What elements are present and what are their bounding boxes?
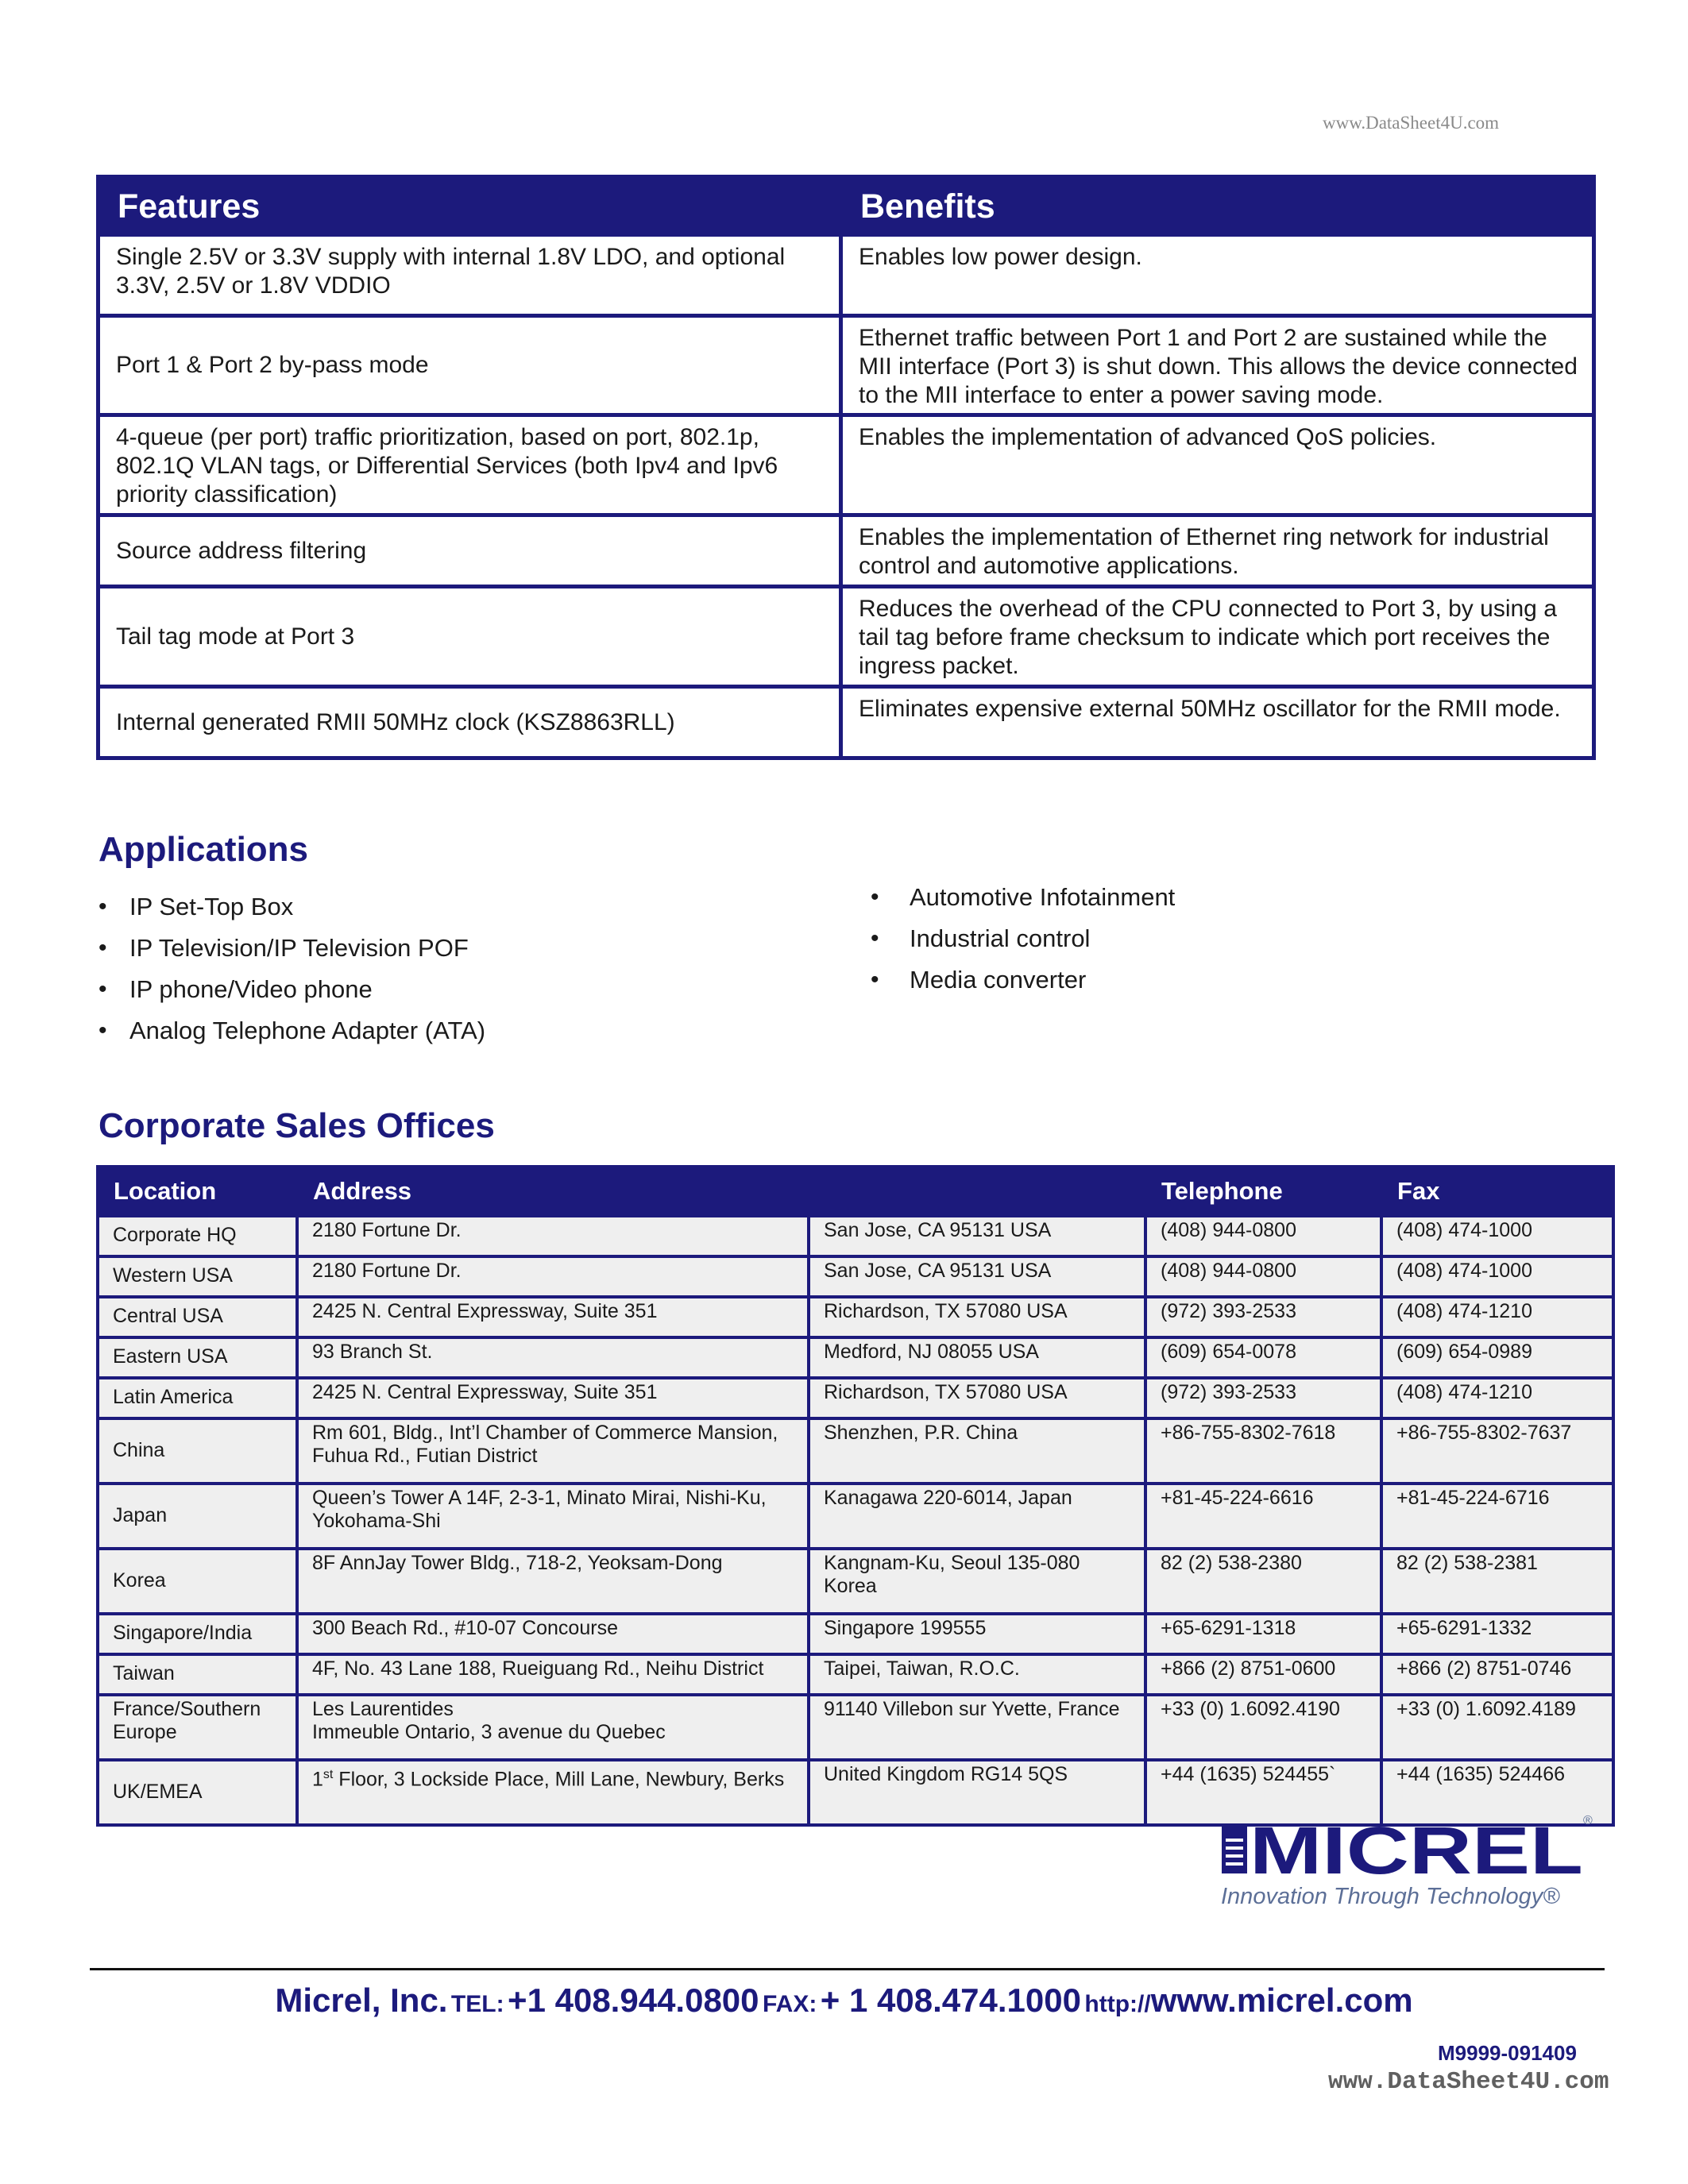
document-number: M9999-091409 bbox=[1438, 2041, 1577, 2065]
fax-cell: +866 (2) 8751-0746 bbox=[1381, 1654, 1613, 1695]
table-row bbox=[98, 1378, 1613, 1418]
city-cell: Richardson, TX 57080 USA bbox=[809, 1378, 1145, 1418]
feature-cell: Tail tag mode at Port 3 bbox=[98, 587, 841, 687]
location-cell: Korea bbox=[98, 1549, 297, 1614]
table-row bbox=[98, 235, 1594, 316]
offices-table bbox=[96, 1165, 1615, 1827]
fax-cell: +33 (0) 1.6092.4189 bbox=[1381, 1695, 1613, 1760]
telephone-cell: (972) 393-2533 bbox=[1145, 1378, 1381, 1418]
fax-cell: +44 (1635) 524466 bbox=[1381, 1760, 1613, 1825]
address-header: Address bbox=[297, 1167, 1145, 1216]
footer-url[interactable]: www.micrel.com bbox=[1150, 1981, 1413, 2019]
address-text: Floor, 3 Lockside Place, Mill Lane, Newbury, Berks bbox=[333, 1768, 785, 1791]
fax-cell: (408) 474-1000 bbox=[1381, 1216, 1613, 1256]
city-cell: Medford, NJ 08055 USA bbox=[809, 1337, 1145, 1378]
benefit-cell: Reduces the overhead of the CPU connected to Port 3, by using a tail tag before frame checksum to indicate which port receives the ingress packet. bbox=[841, 587, 1594, 687]
table-row bbox=[98, 1418, 1613, 1484]
address-line: Les Laurentides bbox=[312, 1698, 454, 1720]
footer-fax-value: + 1 408.474.1000 bbox=[820, 1981, 1081, 2019]
feature-cell: Source address filtering bbox=[98, 515, 841, 587]
watermark-bottom: www.DataSheet4U.com bbox=[1328, 2068, 1609, 2096]
table-row bbox=[98, 687, 1594, 758]
telephone-cell: 82 (2) 538-2380 bbox=[1145, 1549, 1381, 1614]
table-row bbox=[98, 316, 1594, 415]
applications-list-left bbox=[97, 886, 485, 1051]
fax-cell: (408) 474-1000 bbox=[1381, 1256, 1613, 1297]
telephone-cell: +86-755-8302-7618 bbox=[1145, 1418, 1381, 1484]
list-item: • IP Television/IP Television POF bbox=[97, 928, 485, 969]
logo-wordmark: MICREL bbox=[1250, 1813, 1583, 1888]
fax-cell: (609) 654-0989 bbox=[1381, 1337, 1613, 1378]
features-header: Features bbox=[98, 177, 841, 235]
city-cell: Kangnam-Ku, Seoul 135-080 Korea bbox=[809, 1549, 1145, 1614]
applications-list-right bbox=[869, 877, 1175, 1001]
features-table bbox=[96, 175, 1596, 760]
location-cell: Singapore/India bbox=[98, 1614, 297, 1654]
address-cell: 300 Beach Rd., #10-07 Concourse bbox=[297, 1614, 809, 1654]
footer-company: Micrel, Inc. bbox=[275, 1981, 448, 2019]
footer-fax-label: FAX bbox=[762, 1991, 809, 2017]
address-cell: 8F AnnJay Tower Bldg., 718-2, Yeoksam-Dong bbox=[297, 1549, 809, 1614]
footer-divider bbox=[90, 1968, 1605, 1970]
logo-registered-mark: ® bbox=[1583, 1814, 1593, 1827]
fax-cell: +81-45-224-6716 bbox=[1381, 1484, 1613, 1549]
table-row bbox=[98, 1484, 1613, 1549]
fax-cell: +65-6291-1332 bbox=[1381, 1614, 1613, 1654]
benefits-header: Benefits bbox=[841, 177, 1594, 235]
location-cell: China bbox=[98, 1418, 297, 1484]
applications-heading: Applications bbox=[98, 830, 309, 869]
telephone-cell: +33 (0) 1.6092.4190 bbox=[1145, 1695, 1381, 1760]
logo-tagline: Innovation Through Technology® bbox=[1221, 1884, 1560, 1909]
list-item: • Industrial control bbox=[869, 918, 1175, 959]
feature-cell: 4-queue (per port) traffic prioritization, based on port, 802.1p, 802.1Q VLAN tags, or Differential Services (both Ipv4 and Ipv6 priority classification) bbox=[98, 415, 841, 515]
fax-cell: (408) 474-1210 bbox=[1381, 1378, 1613, 1418]
address-cell: 93 Branch St. bbox=[297, 1337, 809, 1378]
telephone-header: Telephone bbox=[1145, 1167, 1381, 1216]
city-cell: Richardson, TX 57080 USA bbox=[809, 1297, 1145, 1337]
address-cell: 2425 N. Central Expressway, Suite 351 bbox=[297, 1297, 809, 1337]
fax-cell: +86-755-8302-7637 bbox=[1381, 1418, 1613, 1484]
table-row bbox=[98, 1337, 1613, 1378]
footer-tel-value: +1 408.944.0800 bbox=[508, 1981, 759, 2019]
telephone-cell: +44 (1635) 524455` bbox=[1145, 1760, 1381, 1825]
address-floor-number: 1 bbox=[312, 1768, 323, 1791]
table-row bbox=[98, 1297, 1613, 1337]
footer-url-prefix[interactable]: http:// bbox=[1084, 1991, 1151, 2017]
fax-header: Fax bbox=[1381, 1167, 1613, 1216]
benefit-cell: Enables low power design. bbox=[841, 235, 1594, 316]
benefit-cell: Ethernet traffic between Port 1 and Port 2 are sustained while the MII interface (Port 3) is shut down. This allows the device connected to the MII interface to enter a power saving mode. bbox=[841, 316, 1594, 415]
city-cell: 91140 Villebon sur Yvette, France bbox=[809, 1695, 1145, 1760]
watermark-top: www.DataSheet4U.com bbox=[1323, 113, 1500, 133]
telephone-cell: +65-6291-1318 bbox=[1145, 1614, 1381, 1654]
city-cell: San Jose, CA 95131 USA bbox=[809, 1216, 1145, 1256]
list-item: • Media converter bbox=[869, 959, 1175, 1001]
telephone-cell: (609) 654-0078 bbox=[1145, 1337, 1381, 1378]
location-cell: UK/EMEA bbox=[98, 1760, 297, 1825]
telephone-cell: +866 (2) 8751-0600 bbox=[1145, 1654, 1381, 1695]
location-cell: Latin America bbox=[98, 1378, 297, 1418]
offices-heading: Corporate Sales Offices bbox=[98, 1106, 495, 1145]
table-row bbox=[98, 1216, 1613, 1256]
table-row bbox=[98, 1654, 1613, 1695]
address-ordinal-suffix: st bbox=[323, 1768, 334, 1781]
city-cell: Taipei, Taiwan, R.O.C. bbox=[809, 1654, 1145, 1695]
table-row bbox=[98, 1549, 1613, 1614]
fax-cell: (408) 474-1210 bbox=[1381, 1297, 1613, 1337]
address-cell: 2180 Fortune Dr. bbox=[297, 1216, 809, 1256]
location-cell: Eastern USA bbox=[98, 1337, 297, 1378]
list-item: • IP phone/Video phone bbox=[97, 969, 485, 1010]
table-row bbox=[98, 587, 1594, 687]
telephone-cell: (408) 944-0800 bbox=[1145, 1216, 1381, 1256]
location-cell: Taiwan bbox=[98, 1654, 297, 1695]
benefit-cell: Enables the implementation of Ethernet ring network for industrial control and automotive applications. bbox=[841, 515, 1594, 587]
address-cell: 2425 N. Central Expressway, Suite 351 bbox=[297, 1378, 809, 1418]
footer-contact: Micrel, Inc. TEL: +1 408.944.0800 FAX: + 1 408.474.1000 http://www.micrel.com bbox=[275, 1981, 1413, 2019]
fax-cell: 82 (2) 538-2381 bbox=[1381, 1549, 1613, 1614]
address-cell: 2180 Fortune Dr. bbox=[297, 1256, 809, 1297]
address-cell bbox=[297, 1695, 809, 1760]
table-row bbox=[98, 515, 1594, 587]
address-cell: Queen’s Tower A 14F, 2-3-1, Minato Mirai, Nishi-Ku, Yokohama-Shi bbox=[297, 1484, 809, 1549]
city-cell: Shenzhen, P.R. China bbox=[809, 1418, 1145, 1484]
address-cell: Rm 601, Bldg., Int’l Chamber of Commerce Mansion, Fuhua Rd., Futian District bbox=[297, 1418, 809, 1484]
telephone-cell: +81-45-224-6616 bbox=[1145, 1484, 1381, 1549]
address-line: Immeuble Ontario, 3 avenue du Quebec bbox=[312, 1721, 666, 1743]
location-cell: Corporate HQ bbox=[98, 1216, 297, 1256]
footer-tel-label: TEL bbox=[450, 1991, 496, 2017]
location-header: Location bbox=[98, 1167, 297, 1216]
city-cell: United Kingdom RG14 5QS bbox=[809, 1760, 1145, 1825]
benefit-cell: Enables the implementation of advanced QoS policies. bbox=[841, 415, 1594, 515]
location-cell: Japan bbox=[98, 1484, 297, 1549]
table-row bbox=[98, 415, 1594, 515]
feature-cell: Single 2.5V or 3.3V supply with internal 1.8V LDO, and optional 3.3V, 2.5V or 1.8V VDDIO bbox=[98, 235, 841, 316]
telephone-cell: (972) 393-2533 bbox=[1145, 1297, 1381, 1337]
benefit-cell: Eliminates expensive external 50MHz oscillator for the RMII mode. bbox=[841, 687, 1594, 758]
city-cell: Singapore 199555 bbox=[809, 1614, 1145, 1654]
city-cell: San Jose, CA 95131 USA bbox=[809, 1256, 1145, 1297]
location-cell: Central USA bbox=[98, 1297, 297, 1337]
city-cell: Kanagawa 220-6014, Japan bbox=[809, 1484, 1145, 1549]
table-row bbox=[98, 1695, 1613, 1760]
table-row bbox=[98, 1614, 1613, 1654]
telephone-cell: (408) 944-0800 bbox=[1145, 1256, 1381, 1297]
feature-cell: Internal generated RMII 50MHz clock (KSZ8863RLL) bbox=[98, 687, 841, 758]
list-item: • IP Set-Top Box bbox=[97, 886, 485, 928]
list-item: • Analog Telephone Adapter (ATA) bbox=[97, 1010, 485, 1051]
table-row bbox=[98, 1256, 1613, 1297]
list-item: • Automotive Infotainment bbox=[869, 877, 1175, 918]
feature-cell: Port 1 & Port 2 by-pass mode bbox=[98, 316, 841, 415]
address-cell bbox=[297, 1760, 809, 1825]
location-cell: Western USA bbox=[98, 1256, 297, 1297]
address-cell: 4F, No. 43 Lane 188, Rueiguang Rd., Neihu District bbox=[297, 1654, 809, 1695]
location-cell: France/Southern Europe bbox=[98, 1695, 297, 1760]
